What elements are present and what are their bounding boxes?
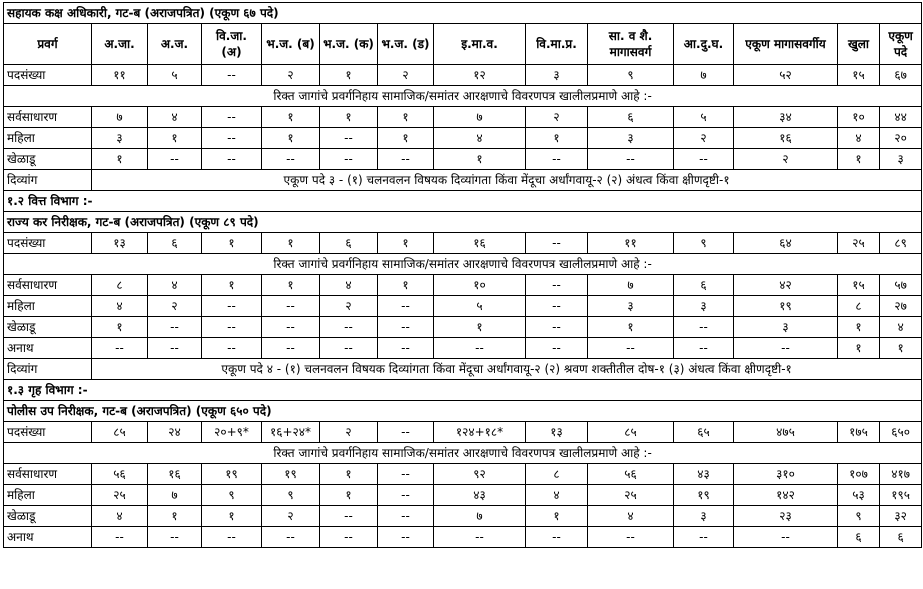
column-header: एकूण पदे: [880, 24, 922, 65]
cell-value: ४७५: [734, 422, 838, 443]
cell-value: ३: [588, 128, 674, 149]
cell-value: ८९: [880, 233, 922, 254]
cell-value: --: [320, 128, 378, 149]
cell-value: --: [202, 527, 262, 548]
cell-value: --: [202, 128, 262, 149]
divyang-row: [4, 170, 922, 191]
cell-value: २०+९*: [202, 422, 262, 443]
cell-value: १६: [734, 128, 838, 149]
section-heading-row: [4, 380, 922, 401]
cell-value: ४: [148, 275, 202, 296]
cell-value: १: [526, 506, 588, 527]
cell-value: --: [734, 527, 838, 548]
cell-value: ११: [92, 65, 148, 86]
cell-value: --: [588, 527, 674, 548]
cell-value: --: [262, 149, 320, 170]
cell-value: २५: [92, 485, 148, 506]
category-row: [4, 107, 922, 128]
cell-value: --: [148, 527, 202, 548]
cell-value: --: [202, 149, 262, 170]
cell-value: १६+२४*: [262, 422, 320, 443]
cell-value: --: [202, 65, 262, 86]
cell-value: २: [526, 107, 588, 128]
cell-value: १: [378, 233, 434, 254]
row-label: महिला: [4, 128, 92, 149]
cell-value: ८५: [588, 422, 674, 443]
row-label: पदसंख्या: [4, 233, 92, 254]
cell-value: --: [92, 338, 148, 359]
cell-value: १: [202, 506, 262, 527]
cell-value: २: [320, 296, 378, 317]
cell-value: १: [148, 128, 202, 149]
cell-value: --: [378, 422, 434, 443]
cell-value: --: [262, 338, 320, 359]
cell-value: १५: [838, 275, 880, 296]
row-label: पदसंख्या: [4, 422, 92, 443]
column-header: अ.ज.: [148, 24, 202, 65]
cell-value: १: [838, 338, 880, 359]
cell-value: १: [262, 107, 320, 128]
cell-value: --: [526, 317, 588, 338]
cell-value: --: [588, 149, 674, 170]
cell-value: २: [262, 65, 320, 86]
post-title: सहायक कक्ष अधिकारी, गट-ब (अराजपत्रित) (एकूण ६७ पदे): [4, 3, 922, 24]
category-row: [4, 485, 922, 506]
cell-value: १९५: [880, 485, 922, 506]
cell-value: ६७: [880, 65, 922, 86]
cell-value: १६: [434, 233, 526, 254]
cell-value: --: [92, 527, 148, 548]
cell-value: ४: [148, 107, 202, 128]
row-label: अनाथ: [4, 338, 92, 359]
column-header: भ.ज. (ब): [262, 24, 320, 65]
cell-value: ४: [434, 128, 526, 149]
header-row: [4, 24, 922, 65]
cell-value: ४४: [880, 107, 922, 128]
column-header: प्रवर्ग: [4, 24, 92, 65]
cell-value: ८५: [92, 422, 148, 443]
cell-value: १: [202, 275, 262, 296]
cell-value: ५: [674, 107, 734, 128]
cell-value: --: [734, 338, 838, 359]
cell-value: ३: [92, 128, 148, 149]
category-row: [4, 275, 922, 296]
reservation-note: रिक्त जागांचे प्रवर्गनिहाय सामाजिक/समांतर आरक्षणाचे विवरणपत्र खालीलप्रमाणे आहे :-: [4, 254, 922, 275]
cell-value: ११: [588, 233, 674, 254]
cell-value: १: [434, 149, 526, 170]
cell-value: --: [262, 296, 320, 317]
cell-value: ७: [434, 107, 526, 128]
total-posts-row: [4, 65, 922, 86]
row-label: महिला: [4, 485, 92, 506]
cell-value: १: [92, 149, 148, 170]
cell-value: --: [378, 485, 434, 506]
cell-value: ३१०: [734, 464, 838, 485]
cell-value: १४२: [734, 485, 838, 506]
cell-value: --: [674, 149, 734, 170]
cell-value: ३: [880, 149, 922, 170]
column-header: वि.जा. (अ): [202, 24, 262, 65]
post-title: राज्य कर निरीक्षक, गट-ब (अराजपत्रित) (एकूण ८९ पदे): [4, 212, 922, 233]
divyang-label: दिव्यांग: [4, 170, 92, 191]
cell-value: --: [262, 317, 320, 338]
cell-value: ८: [526, 464, 588, 485]
cell-value: १: [378, 275, 434, 296]
cell-value: ४: [92, 296, 148, 317]
cell-value: --: [434, 527, 526, 548]
cell-value: १: [434, 317, 526, 338]
cell-value: ६: [674, 275, 734, 296]
cell-value: --: [674, 338, 734, 359]
cell-value: ४: [588, 506, 674, 527]
section-heading-row: [4, 191, 922, 212]
cell-value: --: [378, 527, 434, 548]
cell-value: १: [588, 317, 674, 338]
cell-value: ४: [92, 506, 148, 527]
cell-value: --: [320, 317, 378, 338]
cell-value: १: [378, 128, 434, 149]
cell-value: ४: [526, 485, 588, 506]
cell-value: १३: [526, 422, 588, 443]
column-header: अ.जा.: [92, 24, 148, 65]
cell-value: ६: [320, 233, 378, 254]
row-label: महिला: [4, 296, 92, 317]
cell-value: १०७: [838, 464, 880, 485]
reservation-table: [3, 2, 922, 548]
note-row: [4, 86, 922, 107]
cell-value: ३: [526, 65, 588, 86]
post-title: पोलीस उप निरीक्षक, गट-ब (अराजपत्रित) (एकूण ६५० पदे): [4, 401, 922, 422]
cell-value: ९: [202, 485, 262, 506]
cell-value: ७: [434, 506, 526, 527]
cell-value: ४: [320, 275, 378, 296]
cell-value: १३: [92, 233, 148, 254]
cell-value: --: [320, 338, 378, 359]
cell-value: ६: [880, 527, 922, 548]
cell-value: ४: [838, 128, 880, 149]
cell-value: २: [320, 422, 378, 443]
cell-value: २: [734, 149, 838, 170]
total-posts-row: [4, 233, 922, 254]
row-label: खेळाडू: [4, 317, 92, 338]
cell-value: १: [320, 464, 378, 485]
cell-value: १: [320, 65, 378, 86]
cell-value: ९: [838, 506, 880, 527]
cell-value: --: [148, 149, 202, 170]
cell-value: ४१७: [880, 464, 922, 485]
cell-value: --: [202, 107, 262, 128]
cell-value: ५७: [880, 275, 922, 296]
cell-value: १७५: [838, 422, 880, 443]
cell-value: --: [588, 338, 674, 359]
cell-value: ९: [588, 65, 674, 86]
cell-value: १०: [434, 275, 526, 296]
section-heading: १.३ गृह विभाग :-: [4, 380, 922, 401]
category-row: [4, 128, 922, 149]
column-header: आ.दु.घ.: [674, 24, 734, 65]
cell-value: २४: [148, 422, 202, 443]
cell-value: ६: [148, 233, 202, 254]
cell-value: २०: [880, 128, 922, 149]
cell-value: --: [378, 464, 434, 485]
column-header: वि.मा.प्र.: [526, 24, 588, 65]
cell-value: १: [262, 233, 320, 254]
cell-value: १९: [262, 464, 320, 485]
cell-value: --: [526, 338, 588, 359]
cell-value: १: [320, 107, 378, 128]
cell-value: २: [674, 128, 734, 149]
reservation-note: रिक्त जागांचे प्रवर्गनिहाय सामाजिक/समांतर आरक्षणाचे विवरणपत्र खालीलप्रमाणे आहे :-: [4, 443, 922, 464]
cell-value: १९: [674, 485, 734, 506]
post-title-row: [4, 3, 922, 24]
cell-value: ३४: [734, 107, 838, 128]
table-body: [4, 3, 922, 548]
cell-value: १९: [202, 464, 262, 485]
cell-value: २: [378, 65, 434, 86]
cell-value: ४२: [734, 275, 838, 296]
cell-value: १: [880, 338, 922, 359]
section-heading: १.२ वित्त विभाग :-: [4, 191, 922, 212]
cell-value: --: [378, 317, 434, 338]
cell-value: --: [526, 296, 588, 317]
cell-value: --: [320, 527, 378, 548]
row-label: सर्वसाधारण: [4, 275, 92, 296]
cell-value: ४: [880, 317, 922, 338]
cell-value: --: [378, 506, 434, 527]
row-label: खेळाडू: [4, 506, 92, 527]
column-header: सा. व शै. मागासवर्ग: [588, 24, 674, 65]
cell-value: ३: [674, 506, 734, 527]
cell-value: ८: [92, 275, 148, 296]
cell-value: ५: [148, 65, 202, 86]
reservation-note: रिक्त जागांचे प्रवर्गनिहाय सामाजिक/समांतर आरक्षणाचे विवरणपत्र खालीलप्रमाणे आहे :-: [4, 86, 922, 107]
cell-value: ४३: [674, 464, 734, 485]
cell-value: --: [378, 296, 434, 317]
cell-value: --: [202, 338, 262, 359]
category-row: [4, 338, 922, 359]
cell-value: ४३: [434, 485, 526, 506]
column-header: भ.ज. (ड): [378, 24, 434, 65]
cell-value: १०: [838, 107, 880, 128]
cell-value: १: [320, 485, 378, 506]
category-row: [4, 296, 922, 317]
divyang-label: दिव्यांग: [4, 359, 92, 380]
cell-value: १५: [838, 65, 880, 86]
category-row: [4, 464, 922, 485]
category-row: [4, 317, 922, 338]
cell-value: ३: [588, 296, 674, 317]
cell-value: ३: [674, 296, 734, 317]
cell-value: २: [262, 506, 320, 527]
post-title-row: [4, 401, 922, 422]
cell-value: १: [378, 107, 434, 128]
cell-value: --: [378, 338, 434, 359]
row-label: पदसंख्या: [4, 65, 92, 86]
total-posts-row: [4, 422, 922, 443]
cell-value: १६: [148, 464, 202, 485]
cell-value: १: [148, 506, 202, 527]
row-label: सर्वसाधारण: [4, 464, 92, 485]
divyang-text: एकूण पदे ४ - (१) चलनवलन विषयक दिव्यांगता किंवा मेंदूचा अर्धांगवायू-२ (२) श्रवण शक्तीतील दोष-१ (३) अंधत्व किंवा क्षीणदृष्टी-१: [92, 359, 922, 380]
cell-value: ८: [838, 296, 880, 317]
cell-value: १: [838, 149, 880, 170]
row-label: खेळाडू: [4, 149, 92, 170]
row-label: सर्वसाधारण: [4, 107, 92, 128]
cell-value: ५६: [92, 464, 148, 485]
column-header: खुला: [838, 24, 880, 65]
note-row: [4, 254, 922, 275]
cell-value: --: [526, 233, 588, 254]
cell-value: --: [674, 317, 734, 338]
cell-value: ५३: [838, 485, 880, 506]
row-label: अनाथ: [4, 527, 92, 548]
cell-value: ९: [262, 485, 320, 506]
cell-value: --: [320, 506, 378, 527]
cell-value: ६५०: [880, 422, 922, 443]
cell-value: १२: [434, 65, 526, 86]
cell-value: --: [262, 527, 320, 548]
divyang-text: एकूण पदे ३ - (१) चलनवलन विषयक दिव्यांगता किंवा मेंदूचा अर्धांगवायू-२ (२) अंधत्व किंवा क्षीणदृष्टी-१: [92, 170, 922, 191]
cell-value: ९: [674, 233, 734, 254]
cell-value: ६४: [734, 233, 838, 254]
cell-value: २: [148, 296, 202, 317]
cell-value: --: [526, 275, 588, 296]
cell-value: --: [320, 149, 378, 170]
cell-value: ५: [434, 296, 526, 317]
cell-value: १: [202, 233, 262, 254]
cell-value: --: [202, 317, 262, 338]
cell-value: ६: [838, 527, 880, 548]
cell-value: ७: [674, 65, 734, 86]
cell-value: --: [148, 338, 202, 359]
cell-value: १: [838, 317, 880, 338]
cell-value: २५: [838, 233, 880, 254]
cell-value: १: [262, 275, 320, 296]
category-row: [4, 527, 922, 548]
post-title-row: [4, 212, 922, 233]
cell-value: --: [148, 317, 202, 338]
cell-value: ७: [92, 107, 148, 128]
cell-value: --: [378, 149, 434, 170]
column-header: एकूण मागासवर्गीय: [734, 24, 838, 65]
category-row: [4, 149, 922, 170]
cell-value: १९: [734, 296, 838, 317]
cell-value: --: [434, 338, 526, 359]
cell-value: --: [526, 149, 588, 170]
cell-value: ५६: [588, 464, 674, 485]
cell-value: २३: [734, 506, 838, 527]
column-header: भ.ज. (क): [320, 24, 378, 65]
cell-value: ३: [734, 317, 838, 338]
cell-value: १: [262, 128, 320, 149]
cell-value: ७: [588, 275, 674, 296]
note-row: [4, 443, 922, 464]
cell-value: --: [202, 296, 262, 317]
cell-value: २७: [880, 296, 922, 317]
cell-value: --: [526, 527, 588, 548]
cell-value: ३२: [880, 506, 922, 527]
cell-value: १२४+१८*: [434, 422, 526, 443]
cell-value: --: [674, 527, 734, 548]
divyang-row: [4, 359, 922, 380]
cell-value: २५: [588, 485, 674, 506]
cell-value: ७: [148, 485, 202, 506]
column-header: इ.मा.व.: [434, 24, 526, 65]
cell-value: १: [92, 317, 148, 338]
cell-value: ९२: [434, 464, 526, 485]
category-row: [4, 506, 922, 527]
cell-value: ६५: [674, 422, 734, 443]
cell-value: ६: [588, 107, 674, 128]
cell-value: ५२: [734, 65, 838, 86]
cell-value: १: [526, 128, 588, 149]
